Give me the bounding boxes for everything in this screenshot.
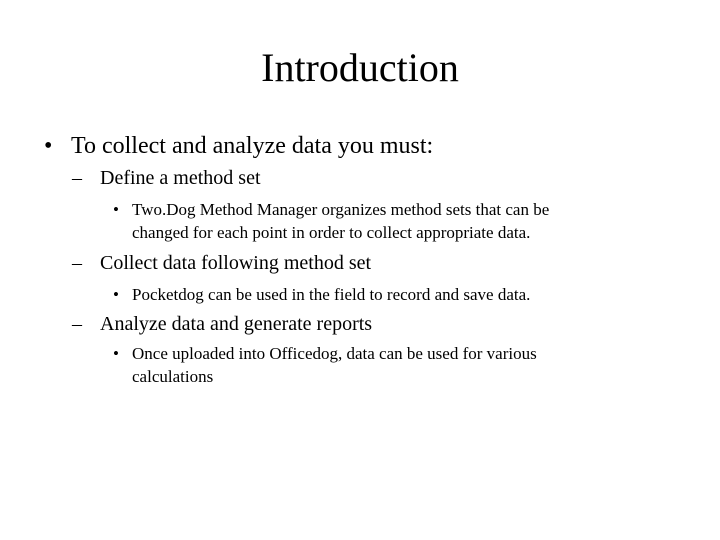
main-bullet-text: To collect and analyze data you must: [71, 133, 434, 159]
dash-icon: – [72, 252, 82, 274]
detail-line: changed for each point in order to collect appropriate data. [132, 223, 531, 242]
slide-title: Introduction [261, 45, 459, 90]
detail-line: calculations [132, 367, 214, 386]
sub-bullet-text: Collect data following method set [100, 252, 372, 274]
sub-bullet-text: Analyze data and generate reports [100, 313, 373, 335]
detail-bullet-text [132, 198, 632, 244]
bullet-icon: • [44, 133, 53, 159]
detail-line: Pocketdog can be used in the field to record and save data. [132, 285, 531, 304]
dash-icon: – [72, 167, 82, 189]
detail-bullet-text [132, 342, 632, 388]
dash-icon: – [72, 313, 82, 335]
bullet-icon: • [113, 200, 119, 219]
detail-line: Two.Dog Method Manager organizes method sets that can be [132, 200, 550, 219]
sub-bullet-text: Define a method set [100, 167, 261, 189]
bullet-icon: • [113, 344, 119, 363]
detail-line: Once uploaded into Officedog, data can be used for various [132, 344, 537, 363]
detail-bullet-text [132, 283, 632, 306]
bullet-icon: • [113, 285, 119, 304]
